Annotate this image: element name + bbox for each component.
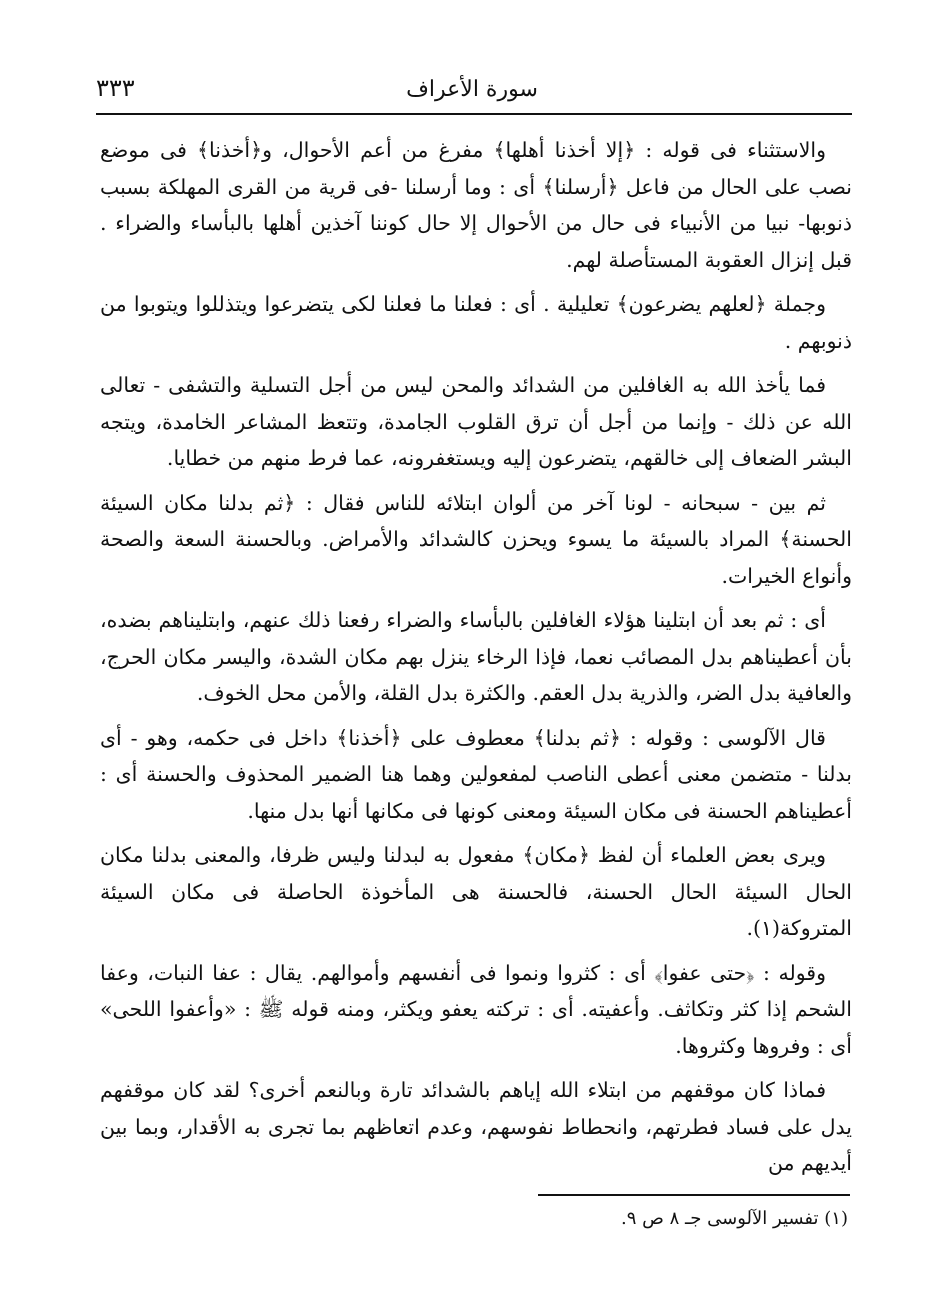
paragraph: فماذا كان موقفهم من ابتلاء الله إياهم بالشدائد تارة وبالنعم أخرى؟ لقد كان موقفهم يدل على فساد فطرتهم، وانحطاط نفوسهم، وعدم اتعاظهم بما تجرى به الأقدار، وبما بين أيديهم من [100, 1078, 852, 1175]
page-header [96, 70, 848, 110]
paragraph: أى : ثم بعد أن ابتلينا هؤلاء الغافلين بالبأساء والضراء رفعنا ذلك عنهم، وابتليناهم بضده، بأن أعطيناهم بدل المصائب نعما، فإذا الرخاء ينزل بهم مكان الشدة، واليسر مكان الحرج، والعافية بدل الضر، والذرية بدل العقم. والكثرة بدل القلة، والأمن محل الخوف. [100, 608, 852, 705]
paragraph: فما يأخذ الله به الغافلين من الشدائد والمحن ليس من أجل التسلية والتشفى - تعالى الله عن ذلك - وإنما من أجل أن ترق القلوب الجامدة، وتتعظ المشاعر الخامدة، ويتجه البشر الضعاف إلى خالقهم، يتضرعون إليه ويستغفرونه، عما فرط منهم من خطايا. [100, 373, 852, 470]
header-divider [96, 113, 852, 115]
page-number: ٣٣٣ [96, 74, 135, 102]
paragraph: وقوله : ﴿حتى عفوا﴾ أى : كثروا ونموا فى أنفسهم وأموالهم. يقال : عفا النبات، وعفا الشحم إذا كثر وتكاثف. وأعفيته. أى : تركته يعفو ويكثر، ومنه قوله ﷺ : «وأعفوا اللحى» أى : وفروها وكثروها. [100, 960, 852, 1058]
footnote-divider [538, 1194, 850, 1196]
paragraph: قال الآلوسى : وقوله : ﴿ثم بدلنا﴾ معطوف على ﴿أخذنا﴾ داخل فى حكمه، وهو - أى بدلنا - متضمن معنى أعطى الناصب لمفعولين وهما هنا الضمير المحذوف والحسنة أى : أعطيناهم الحسنة فى مكان السيئة ومعنى كونها فى مكانها أنها بدل منها. [100, 725, 852, 823]
paragraph: ثم بين - سبحانه - لونا آخر من ألوان ابتلائه للناس فقال : ﴿ثم بدلنا مكان السيئة الحسنة﴾ المراد بالسيئة ما يسوء ويحزن كالشدائد والأمراض. وبالحسنة السعة والصحة وأنواع الخيرات. [100, 490, 852, 588]
paragraph: ويرى بعض العلماء أن لفظ ﴿مكان﴾ مفعول به لبدلنا وليس ظرفا، والمعنى بدلنا مكان الحال السيئة الحال الحسنة، فالحسنة هى المأخوذة الحاصلة فى مكان السيئة المتروكة(١). [100, 843, 852, 940]
footnote: (١) تفسير الآلوسى جـ ٨ ص ٩. [621, 1208, 848, 1229]
paragraph: وجملة ﴿لعلهم يضرعون﴾ تعليلية . أى : فعلنا ما فعلنا لكى يتضرعوا ويتذللوا ويتوبوا من ذنوبهم . [100, 292, 852, 353]
paragraph: والاستثناء فى قوله : ﴿إلا أخذنا أهلها﴾ مفرغ من أعم الأحوال، و﴿أخذنا﴾ فى موضع نصب على الحال من فاعل ﴿أرسلنا﴾ أى : وما أرسلنا -فى قرية من القرى المهلكة بسبب ذنوبها- نبيا من الأنبياء فى حال من الأحوال إلا حال كوننا آخذين أهلها بالبأساء والضراء . قبل إنزال العقوبة المستأصلة لهم. [100, 138, 852, 272]
surah-title: سورة الأعراف [406, 77, 538, 102]
page-body [100, 132, 852, 1190]
